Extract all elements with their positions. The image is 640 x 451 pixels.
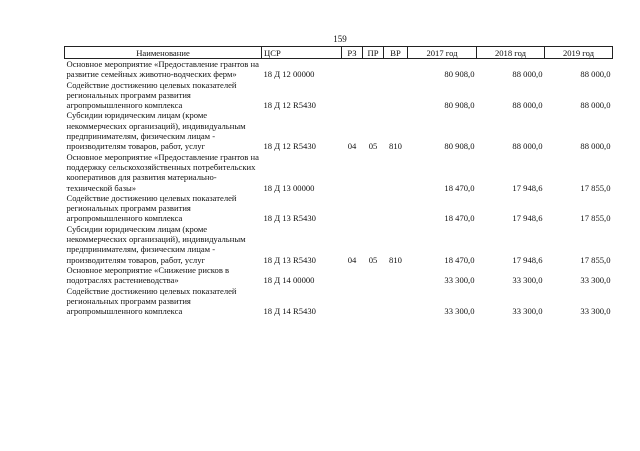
row-amount-2017: 80 908,0	[444, 100, 475, 111]
row-rz	[342, 152, 363, 193]
row-rz	[342, 265, 363, 286]
row-name: Содействие достижению целевых показателей региональных программ развития агропромышленного комплекса	[66, 79, 237, 111]
table-body	[65, 59, 613, 317]
table-row	[65, 152, 613, 193]
row-amount-2018: 88 000,0	[512, 69, 543, 80]
row-vr	[384, 152, 408, 193]
row-amount-2017: 80 908,0	[444, 141, 475, 152]
table-row	[65, 110, 613, 151]
row-rz	[342, 59, 363, 80]
row-amount-2017: 18 470,0	[444, 182, 475, 193]
row-amount-2018: 17 948,6	[512, 182, 543, 193]
row-vr	[384, 193, 408, 224]
row-name: Субсидии юридическим лицам (кроме некоммерческих организаций), индивидуальным предпринимателям, физическим лицам - производителям товаров, работ, услуг	[66, 223, 246, 265]
row-csr: 18 Д 12 00000	[263, 69, 315, 80]
header-rz: РЗ	[342, 47, 363, 59]
row-vr: 810	[389, 141, 402, 152]
table-row	[65, 80, 613, 111]
row-csr: 18 Д 14 00000	[263, 275, 315, 286]
row-amount-2017: 80 908,0	[444, 69, 475, 80]
row-csr: 18 Д 13 R5430	[263, 254, 316, 265]
row-pr	[363, 193, 384, 224]
row-pr	[363, 152, 384, 193]
row-rz	[342, 80, 363, 111]
row-pr	[363, 265, 384, 286]
header-2018: 2018 год	[477, 47, 545, 59]
row-csr: 18 Д 13 00000	[263, 182, 315, 193]
row-amount-2018: 88 000,0	[512, 100, 543, 111]
table-row	[65, 193, 613, 224]
row-vr	[384, 80, 408, 111]
table-row	[65, 286, 613, 317]
table-header-row	[65, 47, 613, 59]
row-amount-2017: 18 470,0	[444, 254, 475, 265]
row-amount-2019: 88 000,0	[580, 141, 611, 152]
row-amount-2018: 33 300,0	[512, 306, 543, 317]
row-vr	[384, 286, 408, 317]
table-row	[65, 265, 613, 286]
row-amount-2018: 17 948,6	[512, 254, 543, 265]
row-amount-2019: 33 300,0	[580, 306, 611, 317]
row-rz: 04	[347, 141, 357, 152]
row-amount-2019: 33 300,0	[580, 275, 611, 286]
header-vr: ВР	[384, 47, 408, 59]
row-amount-2018: 33 300,0	[512, 275, 543, 286]
row-name: Основное мероприятие «Предоставление грантов на развитие семейных животно-водческих ферм»	[66, 59, 259, 80]
row-amount-2018: 17 948,6	[512, 213, 543, 224]
row-vr	[384, 265, 408, 286]
row-csr: 18 Д 12 R5430	[263, 100, 316, 111]
row-amount-2019: 88 000,0	[580, 100, 611, 111]
table-row	[65, 59, 613, 80]
row-name: Содействие достижению целевых показателей региональных программ развития агропромышленного комплекса	[66, 192, 237, 224]
row-pr	[363, 286, 384, 317]
row-amount-2019: 88 000,0	[580, 69, 611, 80]
row-rz	[342, 193, 363, 224]
budget-table	[64, 46, 613, 316]
row-amount-2019: 17 855,0	[580, 213, 611, 224]
table-row	[65, 224, 613, 265]
row-csr: 18 Д 14 R5430	[263, 306, 316, 317]
row-name: Основное мероприятие «Снижение рисков в подотраслях растениеводства»	[66, 264, 230, 286]
row-pr: 05	[368, 254, 378, 265]
row-pr	[363, 80, 384, 111]
row-amount-2017: 33 300,0	[444, 275, 475, 286]
row-amount-2018: 88 000,0	[512, 141, 543, 152]
page-number: 159	[333, 34, 347, 44]
row-amount-2019: 17 855,0	[580, 254, 611, 265]
row-rz	[342, 286, 363, 317]
row-name: Субсидии юридическим лицам (кроме некоммерческих организаций), индивидуальным предпринимателям, физическим лицам - производителям товаров, работ, услуг	[66, 110, 246, 152]
header-name: Наименование	[65, 47, 262, 59]
row-pr	[363, 59, 384, 80]
row-vr	[384, 59, 408, 80]
header-csr: ЦСР	[262, 47, 342, 59]
row-amount-2017: 18 470,0	[444, 213, 475, 224]
row-rz: 04	[347, 254, 357, 265]
row-name: Содействие достижению целевых показателей региональных программ развития агропромышленного комплекса	[66, 285, 237, 317]
row-amount-2017: 33 300,0	[444, 306, 475, 317]
header-pr: ПР	[363, 47, 384, 59]
header-2017: 2017 год	[408, 47, 477, 59]
row-amount-2019: 17 855,0	[580, 182, 611, 193]
row-csr: 18 Д 12 R5430	[263, 141, 316, 152]
row-vr: 810	[389, 254, 402, 265]
row-name: Основное мероприятие «Предоставление грантов на поддержку сельскохозяйственных потребительских кооперативов для развития материально-технической базы»	[66, 151, 259, 193]
row-csr: 18 Д 13 R5430	[263, 213, 316, 224]
header-2019: 2019 год	[545, 47, 613, 59]
row-pr: 05	[368, 141, 378, 152]
